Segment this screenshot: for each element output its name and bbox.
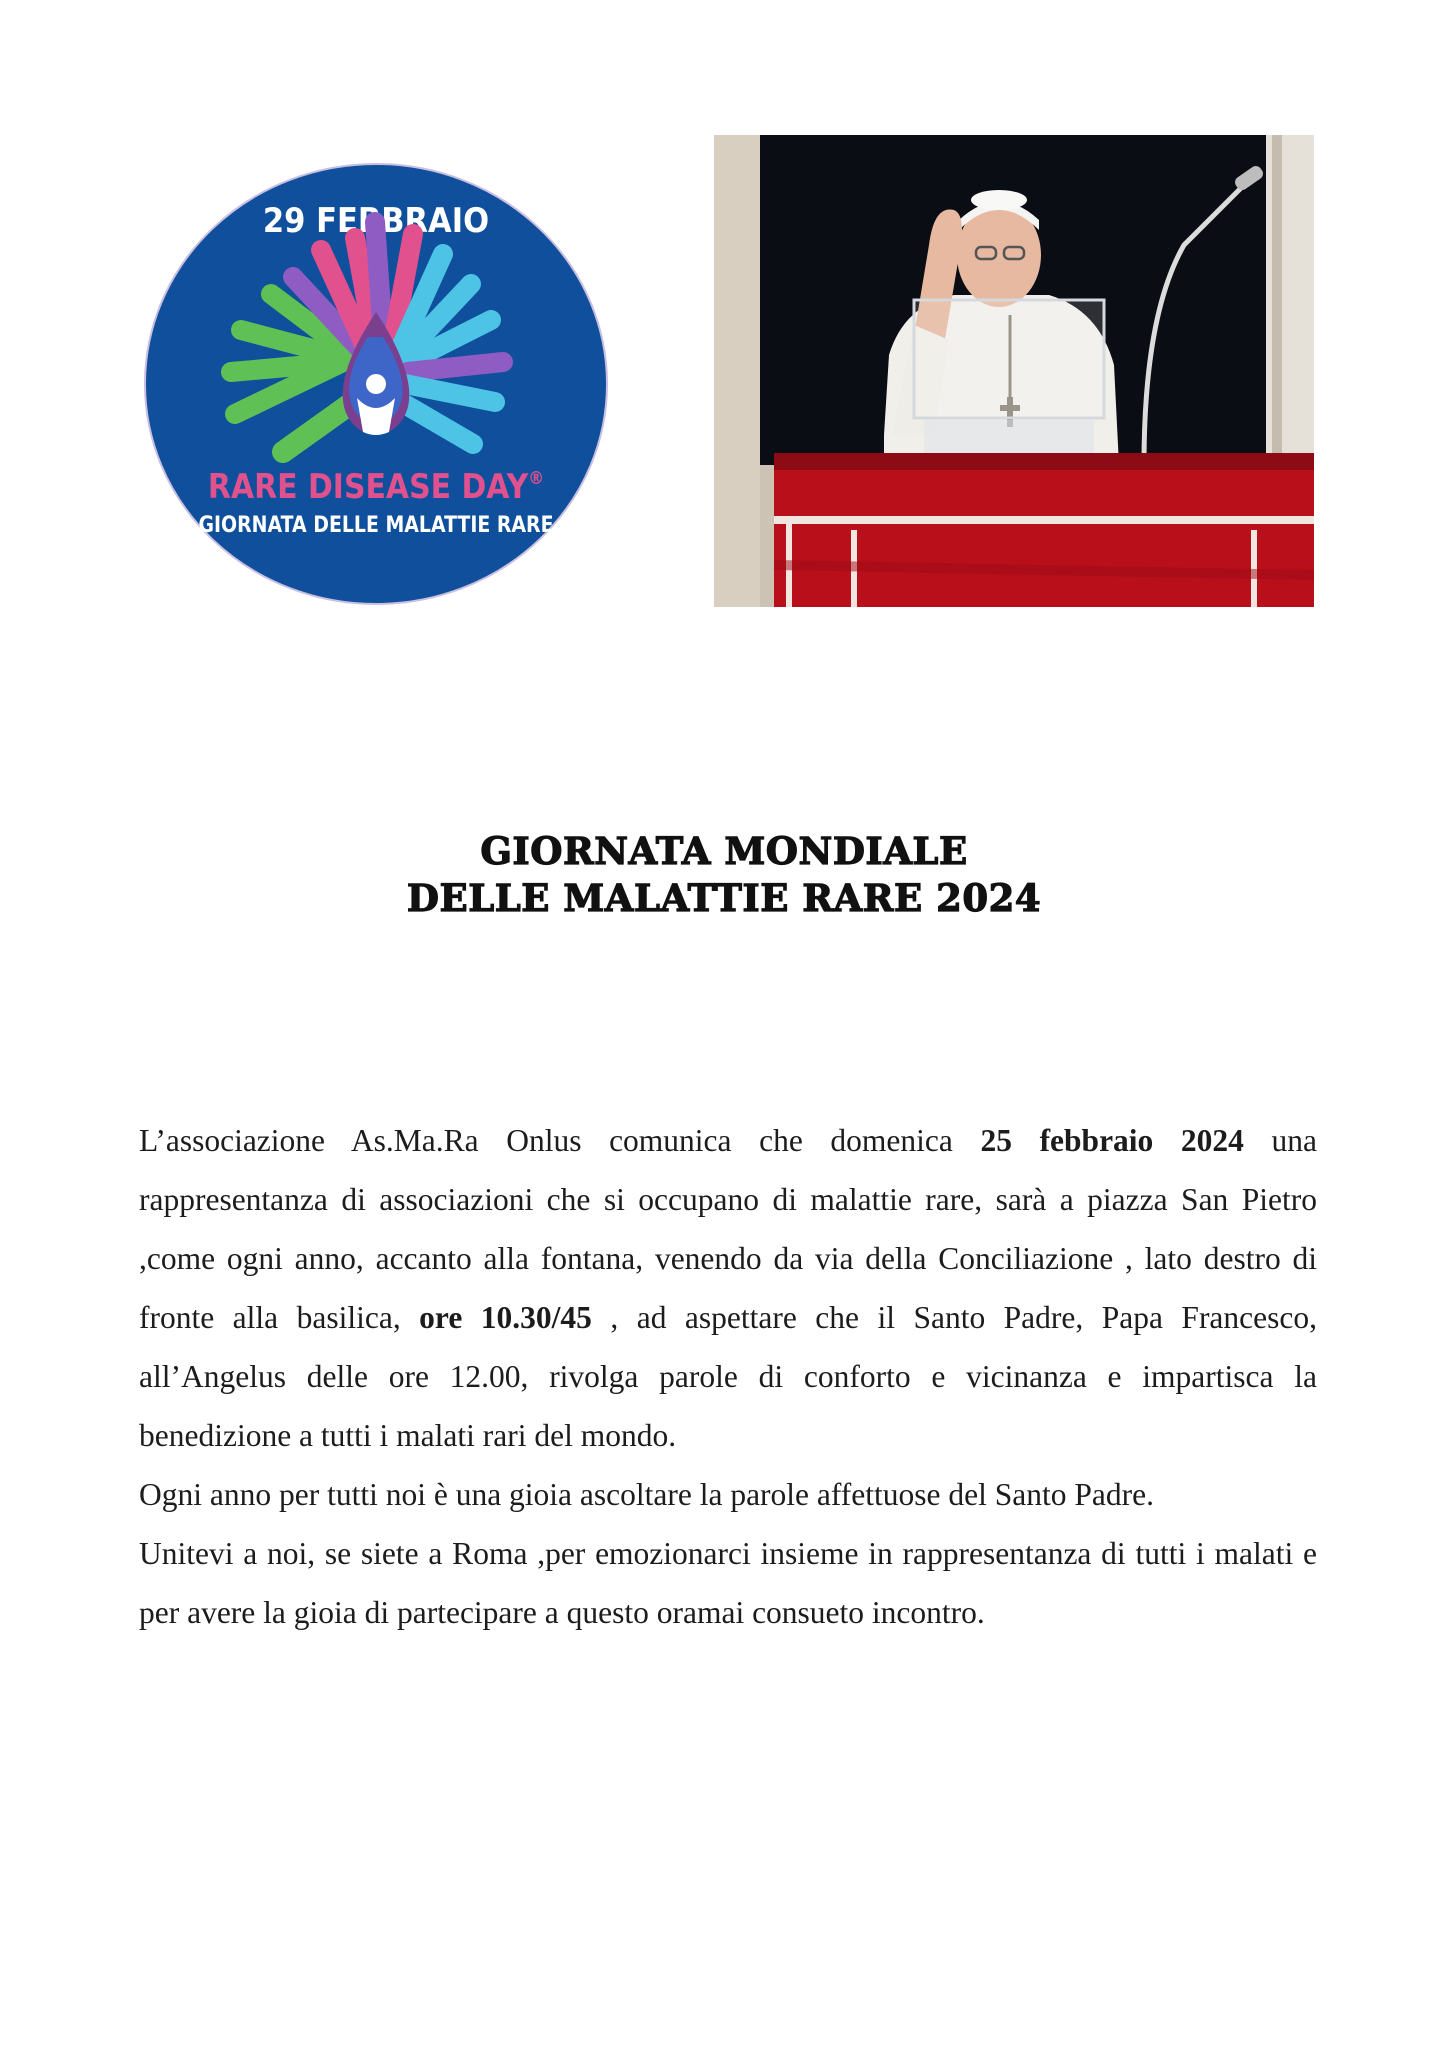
- logo-name: RARE DISEASE DAY®: [207, 466, 545, 507]
- paragraph-3: Unitevi a noi, se siete a Roma ,per emozionarci insieme in rappresentanza di tutti i malati e per avere la gioia di partecipare a questo oramai consueto incontro.: [139, 1536, 1317, 1630]
- rare-disease-day-logo: [143, 162, 609, 606]
- event-date: 25 febbraio 2024: [980, 1123, 1244, 1158]
- logo-subtitle: GIORNATA DELLE MALATTIE RARE: [198, 511, 554, 538]
- pope-window-photo: [714, 135, 1314, 607]
- title-line-2: DELLE MALATTIE RARE 2024: [406, 876, 1042, 920]
- logo-date: 29 FEBBRAIO: [262, 200, 490, 241]
- paragraph-1: L’associazione As.Ma.Ra Onlus comunica che domenica 25 febbraio 2024 una rappresentanza di associazioni che si occupano di malattie rare, sarà a piazza San Pietro ,come ogni anno, accanto alla fontana, venendo da via della Conciliazione , lato destro di fronte alla basilica, ore 10.30/45 , ad aspettare che il Santo Padre, Papa Francesco, all’Angelus delle ore 12.00, rivolga parole di conforto e vicinanza e impartisca la benedizione a tutti i malati rari del mondo.: [139, 1123, 1317, 1453]
- page-title: [0, 828, 1448, 922]
- paragraph-2: Ogni anno per tutti noi è una gioia ascoltare la parole affettuose del Santo Padre.: [139, 1477, 1154, 1512]
- title-line-1: GIORNATA MONDIALE: [480, 829, 968, 873]
- event-time: ore 10.30/45: [419, 1300, 592, 1335]
- announcement-body: [139, 1111, 1317, 1642]
